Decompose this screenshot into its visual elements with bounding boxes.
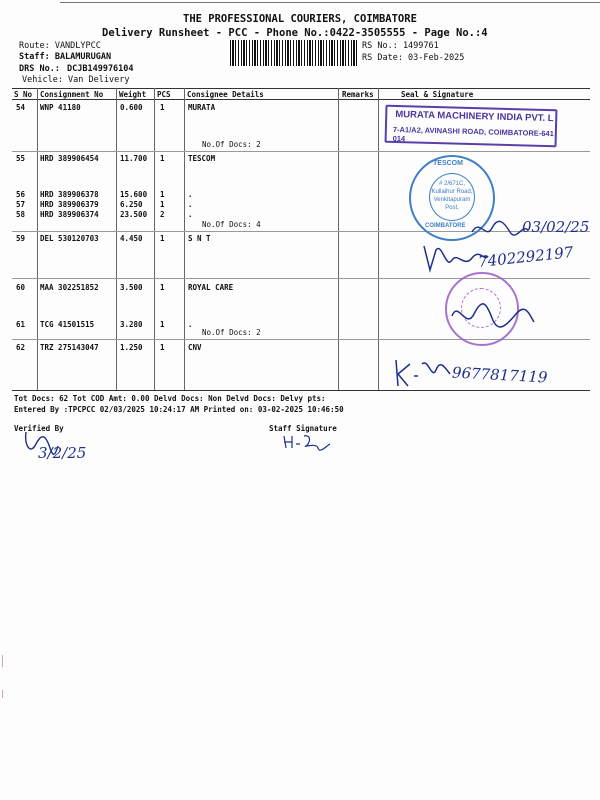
row-54-docs: No.Of Docs: 2 (202, 140, 261, 149)
row-58-consignee: . (188, 210, 193, 219)
table-header-rule (12, 99, 590, 100)
row-55-consignment: HRD 389906454 (40, 154, 99, 163)
col-header-consignment: Consignment No (40, 90, 104, 99)
tescom-stamp-ring-top: TESCOM (433, 160, 463, 167)
row-54-sno: 54 (16, 103, 26, 112)
col-divider-5 (338, 88, 339, 390)
row-54-consignee: MURATA (188, 103, 216, 112)
rs-number: RS No.: 1499761 (362, 41, 439, 51)
row-58-pcs: 2 (160, 210, 165, 219)
cnv-signature-drawing (392, 356, 452, 390)
col-header-remarks: Remarks (342, 90, 374, 99)
row-57-consignee: . (188, 200, 193, 209)
row-56-weight: 15.600 (120, 190, 148, 199)
row-56-consignee: . (188, 190, 193, 199)
drs-number: DCJB149976104 (67, 64, 134, 74)
row-55-docs: No.Of Docs: 4 (202, 220, 261, 229)
row-55-consignee: TESCOM (188, 154, 216, 163)
col-divider-3 (154, 88, 155, 390)
murata-company-stamp (385, 105, 558, 147)
runsheet-subtitle: Delivery Runsheet - PCC - Phone No.:0422-3505555 - Page No.:4 (102, 27, 488, 39)
cnv-handwritten-number: 9677817119 (451, 363, 548, 387)
row-57-sno: 57 (16, 200, 26, 209)
col-header-consignee: Consignee Details (187, 90, 264, 99)
row-55-weight: 11.700 (120, 154, 148, 163)
row-55-pcs: 1 (160, 154, 165, 163)
tescom-signature-drawing (470, 214, 530, 242)
scan-edge-mark (2, 655, 3, 667)
row-62-consignment: TRZ 275143047 (40, 343, 99, 352)
row-60-weight: 3.500 (120, 283, 143, 292)
verified-handwritten-date: 3/2/25 (38, 444, 87, 462)
row-60-sno: 60 (16, 283, 26, 292)
staff-signature-drawing (282, 432, 332, 452)
row-58-consignment: HRD 389906374 (40, 210, 99, 219)
row-57-consignment: HRD 389906379 (40, 200, 99, 209)
col-divider-2 (116, 88, 117, 390)
col-header-seal: Seal & Signature (401, 90, 474, 99)
tescom-stamp-ring-bottom: COIMBATORE (425, 223, 466, 229)
table-top-rule (12, 88, 590, 89)
row-59-weight: 4.450 (120, 234, 143, 243)
staff-signature-label: Staff Signature (269, 424, 337, 433)
route-text: Route: VANDLYPCC (19, 41, 101, 51)
row-60-docs: No.Of Docs: 2 (202, 328, 261, 337)
company-title: THE PROFESSIONAL COURIERS, COIMBATORE (183, 13, 417, 25)
col-header-sno: S No (14, 90, 33, 99)
table-bottom-rule (12, 390, 590, 391)
row-59-pcs: 1 (160, 234, 165, 243)
row-56-consignment: HRD 389906378 (40, 190, 99, 199)
row-60-consignee: ROYAL CARE (188, 283, 234, 292)
row-61-consignee: . (188, 320, 193, 329)
col-header-pcs: PCS (157, 90, 171, 99)
murata-stamp-line1: MURATA MACHINERY INDIA PVT. L (395, 109, 554, 125)
col-divider-6 (378, 88, 379, 390)
drs-label: DRS No.: (19, 64, 60, 74)
col-divider-1 (37, 88, 38, 390)
col-divider-4 (184, 88, 185, 390)
row-62-consignee: CNV (188, 343, 202, 352)
snt-handwritten-number: 7402292197 (477, 243, 575, 271)
row-54-weight: 0.600 (120, 103, 143, 112)
row-59-consignee: S N T (188, 234, 211, 243)
row-separator (12, 151, 590, 152)
row-57-pcs: 1 (160, 200, 165, 209)
row-62-sno: 62 (16, 343, 26, 352)
verified-by-label: Verified By (14, 424, 64, 433)
row-61-weight: 3.280 (120, 320, 143, 329)
murata-stamp-line2: 7-A1/A2, AVINASHI ROAD, COIMBATORE-641 014 (392, 124, 554, 144)
rs-date: RS Date: 03-Feb-2025 (362, 53, 465, 63)
row-54-pcs: 1 (160, 103, 165, 112)
row-54-consignment: WNP 41180 (40, 103, 81, 112)
totals-line: Tot Docs: 62 Tot COD Amt: 0.00 Delvd Docs: Non Delvd Docs: Delvy pts: (14, 394, 326, 403)
row-57-weight: 6.250 (120, 200, 143, 209)
barcode-image (230, 40, 358, 66)
tescom-stamp-address: # 2/671C, Kullaihur Road, Venkitapuram Post, (429, 173, 475, 221)
row-61-pcs: 1 (160, 320, 165, 329)
row-56-sno: 56 (16, 190, 26, 199)
row-59-sno: 59 (16, 234, 26, 243)
row-56-pcs: 1 (160, 190, 165, 199)
top-edge-line (60, 2, 600, 3)
entered-printed-line: Entered By :TPCPCC 02/03/2025 10:24:17 AM Printed on: 03-02-2025 10:46:50 (14, 405, 344, 414)
vehicle-text: Vehicle: Van Delivery (22, 75, 130, 85)
row-62-pcs: 1 (160, 343, 165, 352)
row-60-consignment: MAA 302251852 (40, 283, 99, 292)
scan-edge-mark (2, 690, 3, 698)
row-60-pcs: 1 (160, 283, 165, 292)
tescom-handwritten-date: 03/02/25 (522, 218, 590, 236)
row-61-sno: 61 (16, 320, 26, 329)
row-62-weight: 1.250 (120, 343, 143, 352)
row-55-sno: 55 (16, 154, 26, 163)
row-59-consignment: DEL 530120703 (40, 234, 99, 243)
col-header-weight: Weight (119, 90, 147, 99)
row-58-weight: 23.500 (120, 210, 148, 219)
royal-care-signature-drawing (446, 296, 536, 336)
staff-text: Staff: BALAMURUGAN (19, 52, 112, 62)
row-58-sno: 58 (16, 210, 26, 219)
row-61-consignment: TCG 41501515 (40, 320, 95, 329)
